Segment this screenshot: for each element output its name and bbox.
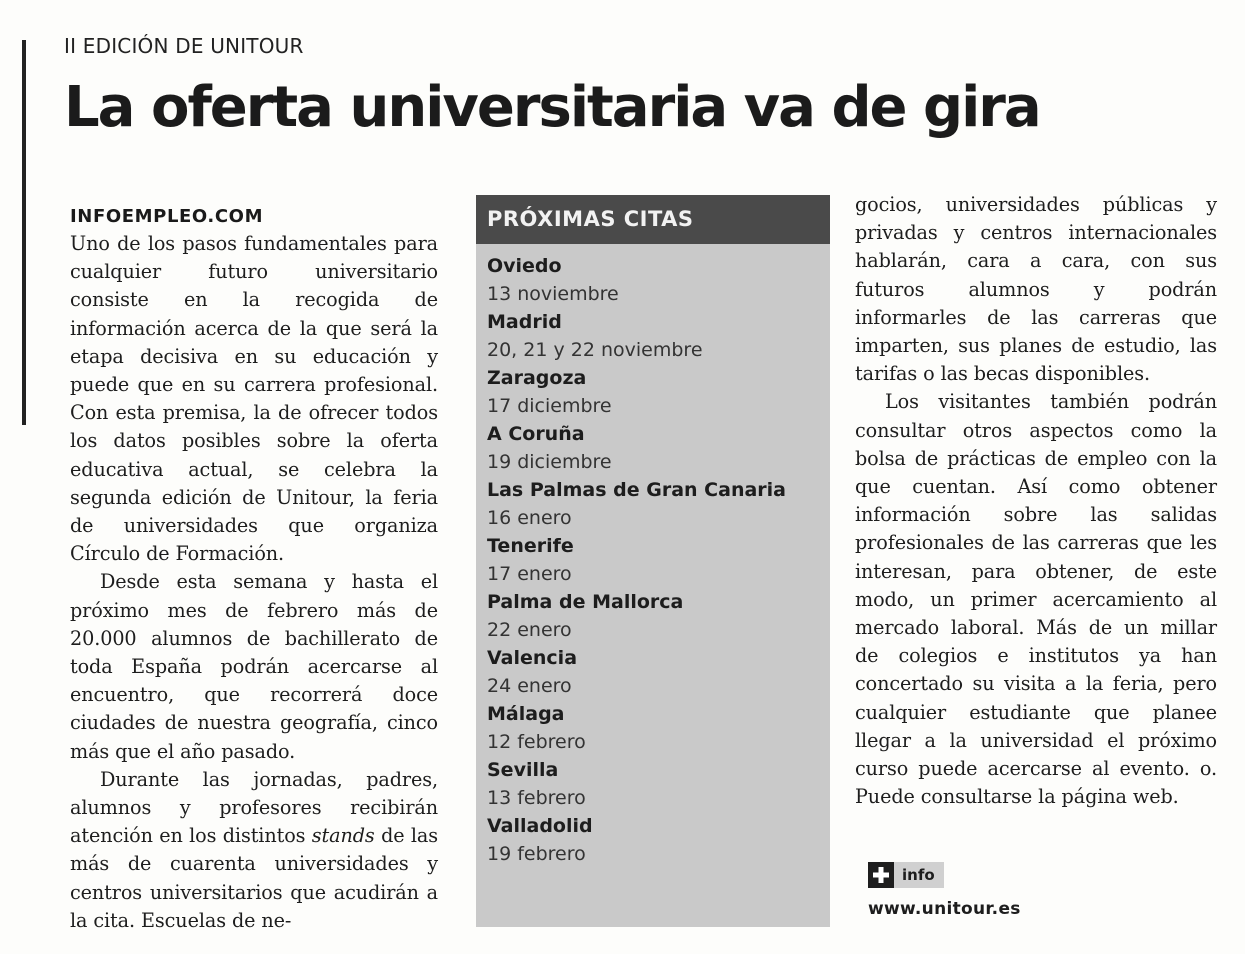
event-city: Valladolid xyxy=(487,815,593,837)
upcoming-dates-box xyxy=(476,195,830,927)
event-item xyxy=(487,700,830,756)
event-date: 17 diciembre xyxy=(487,395,612,417)
event-item xyxy=(487,644,830,700)
event-city: Palma de Mallorca xyxy=(487,591,684,613)
headline: La oferta universitaria va de gira xyxy=(64,75,1040,140)
paragraph-3-emphasis: stands xyxy=(311,824,375,848)
info-label: info xyxy=(902,866,935,884)
event-date: 13 febrero xyxy=(487,787,586,809)
event-city: Tenerife xyxy=(487,535,574,557)
event-city: Madrid xyxy=(487,311,562,333)
event-date: 22 enero xyxy=(487,619,572,641)
paragraph-4: gocios, universidades públicas y privadas y centros internacionales hablarán, cara a cara, con sus futuros alumnos y podrán informarles de las carreras que imparten, sus planes de estudio, las tarifas o las becas disponibles. xyxy=(855,193,1217,386)
column-rule xyxy=(22,40,26,425)
event-city: Oviedo xyxy=(487,255,562,277)
plus-icon xyxy=(868,862,894,888)
event-item xyxy=(487,532,830,588)
event-list xyxy=(476,252,830,868)
event-date: 19 diciembre xyxy=(487,451,612,473)
article-column-3 xyxy=(855,191,1217,811)
article-column-1 xyxy=(70,204,438,935)
event-city: Las Palmas de Gran Canaria xyxy=(487,479,786,501)
event-date: 12 febrero xyxy=(487,731,586,753)
info-tag xyxy=(868,862,944,888)
byline: INFOEMPLEO.COM xyxy=(70,206,264,227)
event-date: 24 enero xyxy=(487,675,572,697)
paragraph-3-text-a: Durante las jornadas, padres, alumnos y profesores recibirán atención en los distintos xyxy=(70,767,438,848)
event-date: 17 enero xyxy=(487,563,572,585)
paragraph-2: Desde esta semana y hasta el próximo mes de febrero más de 20.000 alumnos de bachillerato de toda España podrán acercarse al encuentro, que recorrerá doce ciudades de nuestra geografía, cinco más que el año pasado. xyxy=(70,570,438,763)
event-city: A Coruña xyxy=(487,423,585,445)
event-item xyxy=(487,756,830,812)
event-city: Sevilla xyxy=(487,759,559,781)
event-item xyxy=(487,364,830,420)
event-item xyxy=(487,812,830,868)
event-city: Valencia xyxy=(487,647,578,669)
paragraph-3 xyxy=(70,766,438,935)
event-city: Málaga xyxy=(487,703,565,725)
event-item xyxy=(487,476,830,532)
event-item xyxy=(487,252,830,308)
section-label: II EDICIÓN DE UNITOUR xyxy=(64,34,304,58)
event-item xyxy=(487,308,830,364)
event-city: Zaragoza xyxy=(487,367,587,389)
event-date: 20, 21 y 22 noviembre xyxy=(487,339,703,361)
paragraph-3-text-b: de las más de cuarenta universidades y centros universitarios que acudirán a la cita. Escuelas de ne- xyxy=(70,824,439,932)
paragraph-5: Los visitantes también podrán consultar otros aspectos como la bolsa de prácticas de empleo con la que cuentan. Así como obtener información sobre las salidas profesionales de las carreras que les interesan, para obtener, de este modo, un primer acercamiento al mercado laboral. Más de un millar de colegios e institutos ya han concertado su visita a la feria, pero cualquier estudiante que planee llegar a la universidad el próximo curso puede acercarse al evento. o. Puede consultarse la página web. xyxy=(855,390,1217,809)
upcoming-dates-title: PRÓXIMAS CITAS xyxy=(476,195,830,244)
event-date: 19 febrero xyxy=(487,843,586,865)
event-item xyxy=(487,588,830,644)
event-date: 16 enero xyxy=(487,507,572,529)
website-link[interactable]: www.unitour.es xyxy=(868,899,1021,919)
paragraph-1: Uno de los pasos fundamentales para cualquier futuro universitario consiste en la recogida de información acerca de la que será la etapa decisiva en su educación y puede que en su carrera profesional. Con esta premisa, la de ofrecer todos los datos posibles sobre la oferta educativa actual, se celebra la segunda edición de Unitour, la feria de universidades que organiza Círculo de Formación. xyxy=(70,232,438,566)
event-item xyxy=(487,420,830,476)
event-date: 13 noviembre xyxy=(487,283,619,305)
